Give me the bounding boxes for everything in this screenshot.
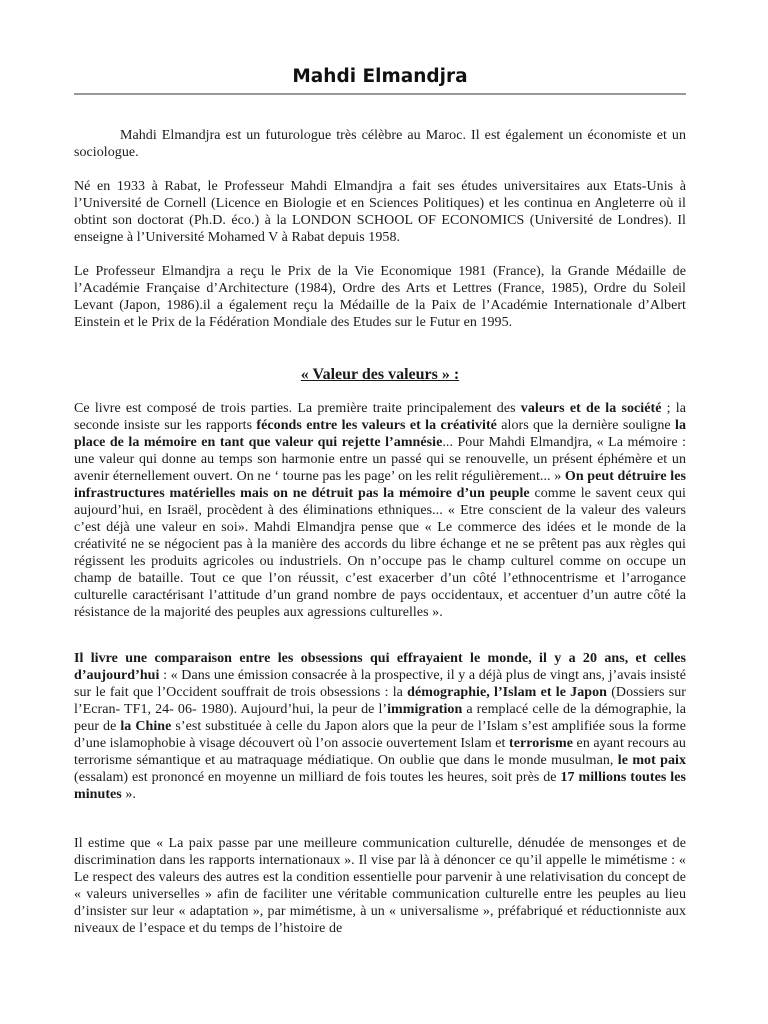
bold-run: 17 millions toutes les minutes [74, 770, 686, 802]
paragraph-obsessions [74, 650, 686, 803]
bold-run: immigration [387, 702, 463, 717]
text-run: (Dossiers sur l’Ecran- TF1, 24- 06- 1980). Aujourd’hui, la peur de l’ [74, 685, 686, 717]
text-run: a remplacé celle de la démographie, la peur de [74, 702, 686, 734]
title-divider [74, 93, 686, 95]
document-title: Mahdi Elmandjra [292, 66, 468, 87]
paragraph-book-summary [74, 400, 686, 621]
paragraph-biography: Né en 1933 à Rabat, le Professeur Mahdi Elmandjra a fait ses études universitaires aux Etats-Unis à l’Université de Cornell (Licence en Biologie et en Sciences Politiques) et les continua en Angleterre où il obtint son doctorat (Ph.D. éco.) à la LONDON SCHOOL OF ECONOMICS (Université de Londres). Il enseigne à l’Université Mohamed V à Rabat depuis 1958. [74, 179, 686, 245]
text-run: (essalam) est prononcé en moyenne un milliard de fois toutes les heures, soit près de [74, 770, 561, 785]
bold-run: démographie, l’Islam et le Japon [407, 685, 607, 700]
bold-run: le mot paix [617, 753, 687, 768]
bold-run: On peut détruire les infrastructures matérielles mais on ne détruit pas la mémoire d’un peuple [74, 469, 686, 501]
text-run: Ce livre est composé de trois parties. La première traite principalement des [74, 401, 521, 416]
text-run: ». [121, 787, 136, 802]
paragraph-intro-text: Mahdi Elmandjra est un futurologue très célèbre au Maroc. Il est également un économiste et un sociologue. [74, 128, 686, 160]
text-run: ; la seconde insiste sur les rapports [74, 401, 686, 433]
bold-run: féconds entre les valeurs et la créativité [256, 418, 497, 433]
bold-run: Il livre une comparaison entre les obsessions qui effrayaient le monde, il y a 20 ans, et celles d’aujourd’hui [74, 651, 686, 683]
text-run: s’est substituée à celle du Japon alors que la peur de l’Islam s’est amplifiée sous la forme d’une islamophobie à visage découvert où l’on associe ouvertement Islam et [74, 719, 686, 751]
text-run: ... Pour Mahdi Elmandjra, « La mémoire : une valeur qui donne au temps son harmonie entre un passé qui se renouvelle, un présent éphémère et un avenir éternellement ouvert. On ne ‘ tourne pas les page’ on les relit régulièrement... » [74, 435, 686, 484]
bold-run: la place de la mémoire en tant que valeur qui rejette l’amnésie [74, 418, 686, 450]
text-run: en ayant recours au terrorisme sémantique et au matraquage médiatique. On oublie que dans le monde musulman, [74, 736, 686, 768]
bold-run: terrorisme [509, 736, 573, 751]
paragraph-peace: Il estime que « La paix passe par une meilleure communication culturelle, dénudée de mensonges et de discrimination dans les rapports internationaux ». Il vise par là à dénoncer ce qu’il appelle le mimétisme : « Le respect des valeurs des autres est la condition essentielle pour parvenir à une relativisation du concept de « valeurs universelles » afin de faciliter une véritable communication culturelle entre les peuples au lieu d’insister sur leur « adaptation », par mimétisme, à un « universalisme », préfabriqué et réductionniste aux niveaux de l’espace et du temps de l’histoire de [74, 836, 686, 936]
bold-run: la Chine [120, 719, 172, 734]
text-run: comme le savent ceux qui aujourd’hui, en Israël, procèdent à des éliminations ethniques... « Etre conscient de la valeur des valeurs c’est déjà une valeur en soi». Mahdi Elmandjra pense que « Le commerce des idées et le monde de la créativité ne se négocient pas à la manière des accords du libre échange et ne se prêtent pas aux règles qui régissent les produits agricoles ou industriels. On n’occupe pas le champ culturel comme on occupe un champ de bataille. Tout ce que l’on réussit, c’est exacerber d’un côté l’ethnocentrisme et l’arrogance culturelle caractérisant l’attitude d’un grand nombre de pays occidentaux, et accentuer d’un autre côté la résistance de la majorité des peuples aux agressions culturelles ». [74, 486, 686, 620]
text-run: alors que la dernière souligne [496, 418, 675, 433]
section-title: « Valeur des valeurs » : [300, 366, 460, 383]
paragraph-awards: Le Professeur Elmandjra a reçu le Prix de la Vie Economique 1981 (France), la Grande Médaille de l’Académie Française d’Architecture (1984), Ordre des Arts et Lettres (France, 1985), Ordre du Soleil Levant (Japon, 1986).il a également reçu la Médaille de la Paix de l’Académie Internationale d’Albert Einstein et le Prix de la Fédération Mondiale des Etudes sur le Futur en 1995. [74, 264, 686, 330]
paragraph-intro [74, 127, 686, 161]
text-run: : « Dans une émission consacrée à la prospective, il y a déjà plus de vingt ans, j’avais insisté sur le fait que l’Occident souffrait de trois obsessions : la [74, 668, 686, 700]
bold-run: valeurs et de la société [520, 401, 662, 416]
